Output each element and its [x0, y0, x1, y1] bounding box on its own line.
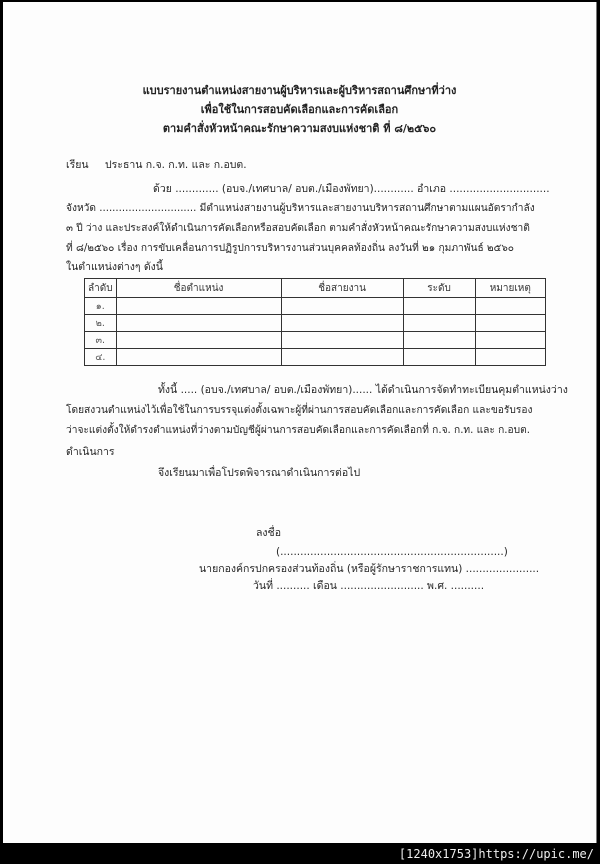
salutation-recipient: ประธาน ก.จ. ก.ท. และ ก.อบต.	[105, 159, 247, 171]
cell-level	[403, 332, 475, 349]
cell-level	[403, 349, 475, 366]
body-paragraph-1-line-5: ในตำแหน่งต่างๆ ดังนี้	[66, 261, 163, 273]
cell-remarks	[475, 332, 545, 349]
document-title-line-2: เพื่อใช้ในการสอบคัดเลือกและการคัดเลือก	[200, 103, 399, 116]
signature-position-line: นายกองค์กรปกครองส่วนท้องถิ่น (หรือผู้รักษาราชการแทน) ......................	[199, 563, 540, 575]
document-title-line-1: แบบรายงานตำแหน่งสายงานผู้บริหารและผู้บริหารสถานศึกษาที่ว่าง	[142, 84, 457, 97]
document-page	[3, 2, 597, 843]
cell-position-name	[116, 298, 281, 315]
header-level: ระดับ	[403, 279, 475, 298]
cell-line-of-work	[281, 349, 403, 366]
body-paragraph-2-line-4: ดำเนินการ	[66, 446, 115, 458]
signature-name-line: (...................................................................)	[276, 546, 508, 558]
row-order: ๓.	[85, 332, 117, 349]
cell-remarks	[475, 315, 545, 332]
table-row	[85, 315, 546, 332]
row-order: ๒.	[85, 315, 117, 332]
salutation-label: เรียน	[66, 159, 89, 171]
cell-position-name	[116, 315, 281, 332]
row-order: ๑.	[85, 298, 117, 315]
body-paragraph-2-line-3: ว่าจะแต่งตั้งให้ดำรงตำแหน่งที่ว่างตามบัญชีผู้ผ่านการสอบคัดเลือกและการคัดเลือกที่ ก.จ. ก.ท. และ ก.อบต.	[66, 425, 530, 436]
body-paragraph-1-line-1: ด้วย ............. (อบจ./เทศบาล/ อบต./เมืองพัทยา)............ อำเภอ ..............................	[153, 183, 550, 195]
row-order: ๔.	[85, 349, 117, 366]
header-remarks: หมายเหตุ	[475, 279, 545, 298]
table-header-row	[85, 279, 546, 298]
body-paragraph-1-line-4: ที่ ๘/๒๕๖๐ เรื่อง การขับเคลื่อนการปฏิรูปการบริหารงานส่วนบุคคลท้องถิ่น ลงวันที่ ๒๑ กุมภาพันธ์ ๒๕๖๐	[66, 243, 515, 254]
body-paragraph-1-line-2: จังหวัด .............................. มีตำแหน่งสายงานผู้บริหารและสายงานบริหารสถานศึกษาตามแผนอัตรากำลัง	[66, 203, 535, 214]
cell-remarks	[475, 349, 545, 366]
body-paragraph-2-line-1: ทั้งนี้ ..... (อบจ./เทศบาล/ อบต./เมืองพัทยา)...... ได้ดำเนินการจัดทำทะเบียนคุมตำแหน่งว่าง	[158, 384, 568, 396]
cell-line-of-work	[281, 332, 403, 349]
cell-position-name	[116, 332, 281, 349]
header-line-of-work: ชื่อสายงาน	[281, 279, 403, 298]
table-row	[85, 332, 546, 349]
cell-remarks	[475, 298, 545, 315]
footer-bar	[0, 843, 600, 864]
header-order: ลำดับ	[85, 279, 117, 298]
body-paragraph-1-line-3: ๓ ปี ว่าง และประสงค์ให้ดำเนินการคัดเลือกหรือสอบคัดเลือก ตามคำสั่งหัวหน้าคณะรักษาความสงบแห่งชาติ	[66, 223, 530, 234]
header-position-name: ชื่อตำแหน่ง	[116, 279, 281, 298]
vacant-positions-table	[84, 278, 546, 366]
closing-sentence: จึงเรียนมาเพื่อโปรดพิจารณาดำเนินการต่อไป	[158, 467, 361, 479]
document-title-line-3: ตามคำสั่งหัวหน้าคณะรักษาความสงบแห่งชาติ ที่ ๘/๒๕๖๐	[162, 122, 437, 135]
cell-level	[403, 315, 475, 332]
signature-label: ลงชื่อ	[256, 527, 281, 539]
cell-line-of-work	[281, 298, 403, 315]
table-row	[85, 298, 546, 315]
cell-line-of-work	[281, 315, 403, 332]
table-row	[85, 349, 546, 366]
signature-date-line: วันที่ .......... เดือน ......................... พ.ศ. ..........	[253, 580, 485, 592]
cell-level	[403, 298, 475, 315]
image-host-watermark: [1240x1753]https://upic.me/	[398, 847, 594, 861]
body-paragraph-2-line-2: โดยสงวนตำแหน่งไว้เพื่อใช้ในการบรรจุแต่งตั้งเฉพาะผู้ที่ผ่านการสอบคัดเลือกและการคัดเลือก และขอรับรอง	[66, 405, 533, 416]
cell-position-name	[116, 349, 281, 366]
